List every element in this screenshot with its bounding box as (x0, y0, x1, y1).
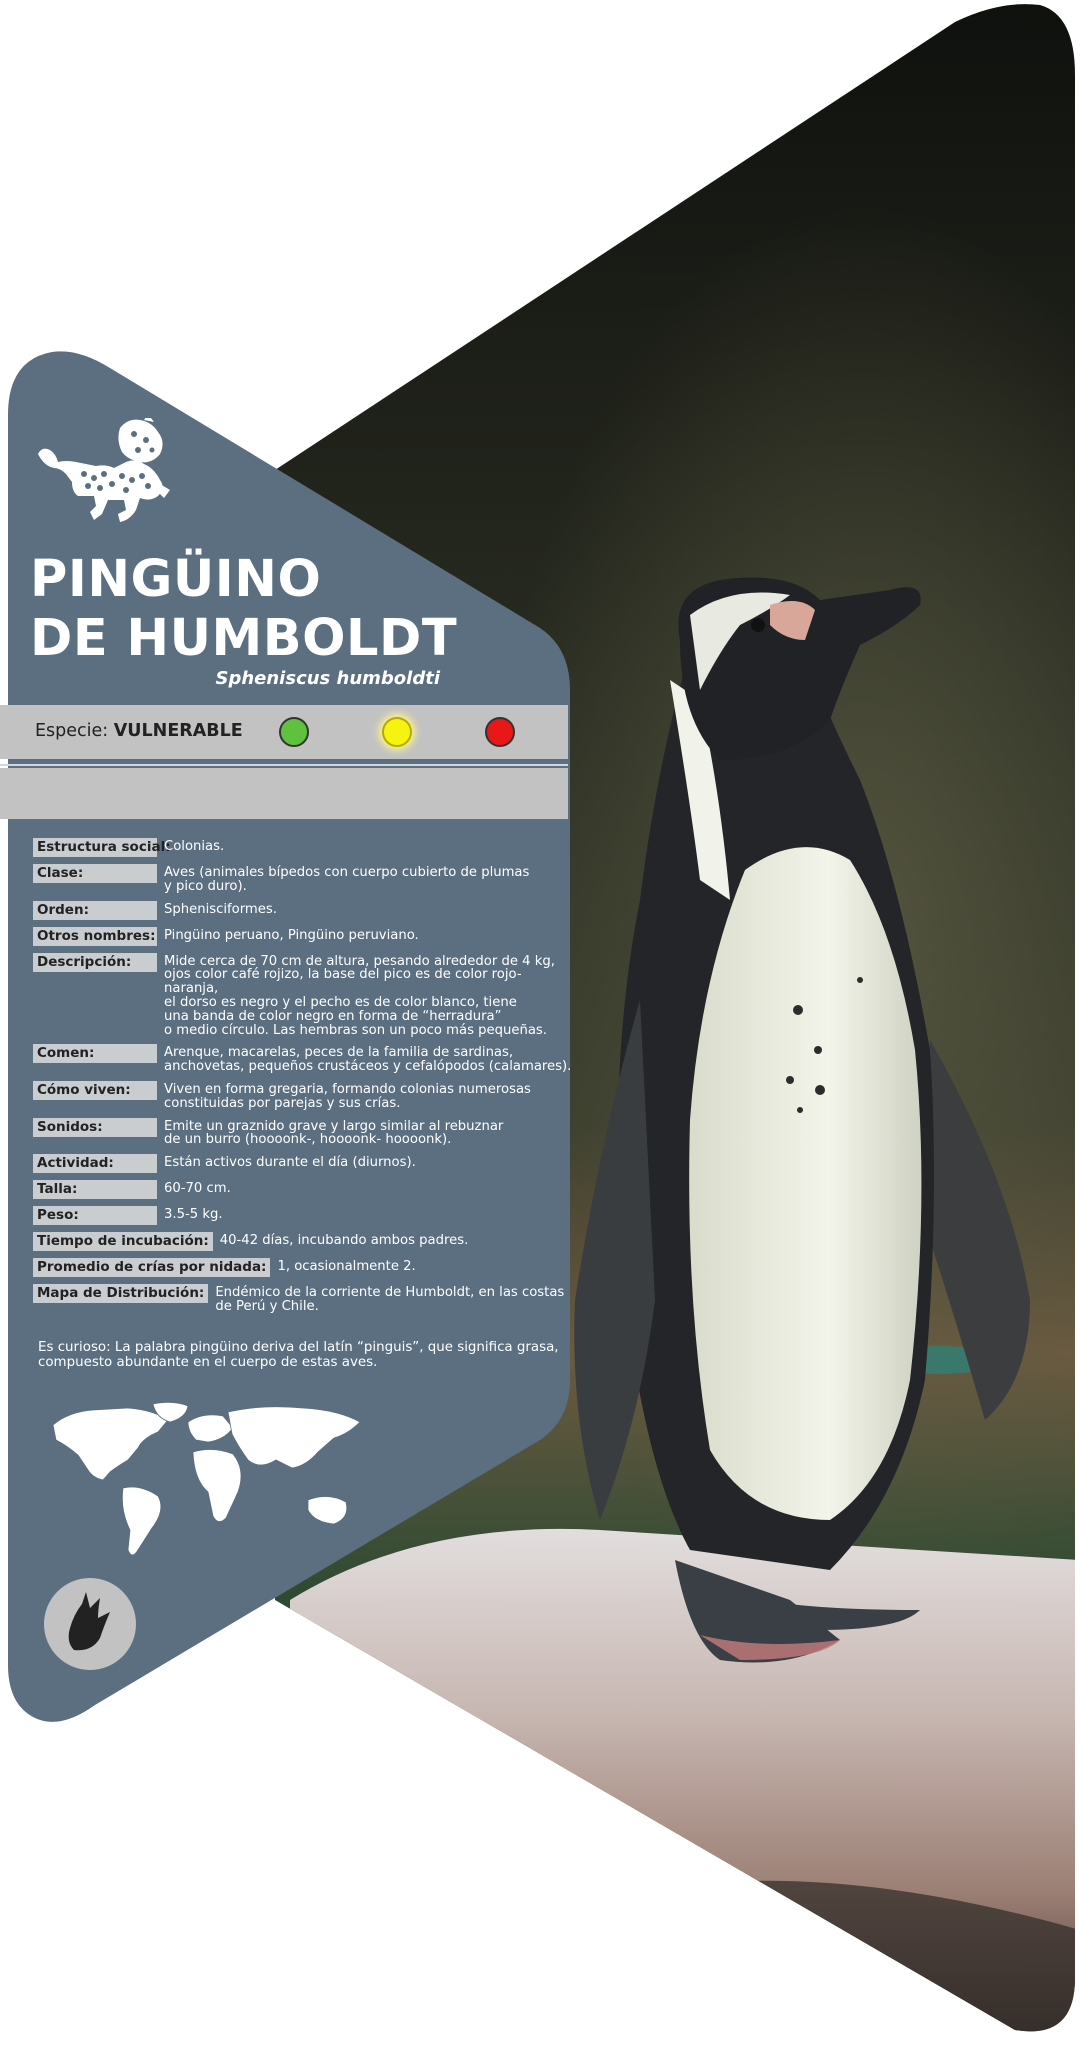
jaguar-icon (36, 418, 172, 524)
status-light-yellow (382, 717, 412, 747)
fact-label: Promedio de crías por nidada: (33, 1258, 270, 1277)
fact-value: Mide cerca de 70 cm de altura, pesando alrededor de 4 kg, ojos color café rojizo, la base del pico es de color rojo-naranja, el dorso es negro y el pecho es de color blanco, tiene una banda de color negro en forma de “herradura” o medio círculo. Las hembras son un poco más pequeñas. (164, 953, 555, 1038)
fun-fact: Es curioso: La palabra pingüino deriva del latín “pinguis”, que significa grasa, compuesto abundante en el cuerpo de estas aves. (38, 1340, 559, 1370)
fact-label: Clase: (33, 864, 157, 883)
fact-label: Mapa de Distribución: (33, 1284, 208, 1303)
fact-value: Sphenisciformes. (164, 901, 277, 917)
status-prefix: Especie: (35, 721, 114, 741)
fact-label: Otros nombres: (33, 927, 157, 946)
fact-label: Talla: (33, 1180, 157, 1199)
fact-row (33, 838, 573, 857)
fact-value: Colonias. (164, 839, 225, 854)
fact-value: Están activos durante el día (diurnos). (164, 1155, 416, 1171)
fact-value: Aves (animales bípedos con cuerpo cubierto de plumas y pico duro). (164, 865, 530, 894)
scientific-name: Spheniscus humboldti (215, 668, 440, 689)
conservation-status-bar (0, 705, 568, 759)
divider (0, 764, 568, 766)
fact-row (33, 1044, 573, 1074)
fact-row (33, 901, 573, 920)
fact-row (33, 1232, 573, 1251)
fact-label: Comen: (33, 1044, 157, 1063)
fact-label: Peso: (33, 1206, 157, 1225)
fact-value: Arenque, macarelas, peces de la familia de sardinas, anchovetas, pequeños crustáceos y cefalópodos (calamares). (164, 1045, 572, 1075)
conservation-status-text (35, 721, 243, 741)
fact-row (33, 1206, 573, 1225)
fact-row (33, 927, 573, 946)
fact-label: Tiempo de incubación: (33, 1232, 213, 1251)
fact-label: Cómo viven: (33, 1081, 157, 1100)
fact-label: Estructura social: (33, 838, 157, 857)
status-light-green (279, 717, 309, 747)
world-map-icon (48, 1400, 378, 1565)
fact-value: Viven en forma gregaria, formando colonias numerosas constituidas por parejas y sus crías. (164, 1081, 531, 1111)
fact-row (33, 1284, 573, 1314)
fact-label: Orden: (33, 901, 157, 920)
fact-value: Emite un graznido grave y largo similar al rebuznar de un burro (hoooonk-, hoooonk- hoooonk). (164, 1118, 504, 1148)
fact-label: Actividad: (33, 1154, 157, 1173)
fact-label: Descripción: (33, 953, 157, 972)
fact-row (33, 1154, 573, 1173)
fact-value: 40-42 días, incubando ambos padres. (219, 1233, 469, 1249)
status-value: VULNERABLE (113, 721, 243, 741)
fact-value: Pingüino peruano, Pingüino peruviano. (164, 927, 419, 943)
fact-value: 3.5-5 kg. (164, 1207, 223, 1223)
fact-row (33, 1258, 573, 1277)
fact-value: Endémico de la corriente de Humboldt, en las costas de Perú y Chile. (215, 1285, 565, 1314)
fact-label: Sonidos: (33, 1118, 157, 1137)
fact-row (33, 1081, 573, 1111)
fact-row (33, 864, 573, 894)
fact-row (33, 1118, 573, 1148)
fact-value: 60-70 cm. (164, 1181, 231, 1197)
footprint-icon (44, 1578, 136, 1670)
gray-band (0, 768, 568, 819)
title-line-2: DE HUMBOLDT (30, 609, 458, 668)
facts-list (33, 838, 573, 1321)
status-light-red (485, 717, 515, 747)
fact-value: 1, ocasionalmente 2. (277, 1259, 416, 1275)
fact-row (33, 1180, 573, 1199)
title-line-1: PINGÜINO (30, 550, 322, 609)
fact-row (33, 953, 573, 1038)
